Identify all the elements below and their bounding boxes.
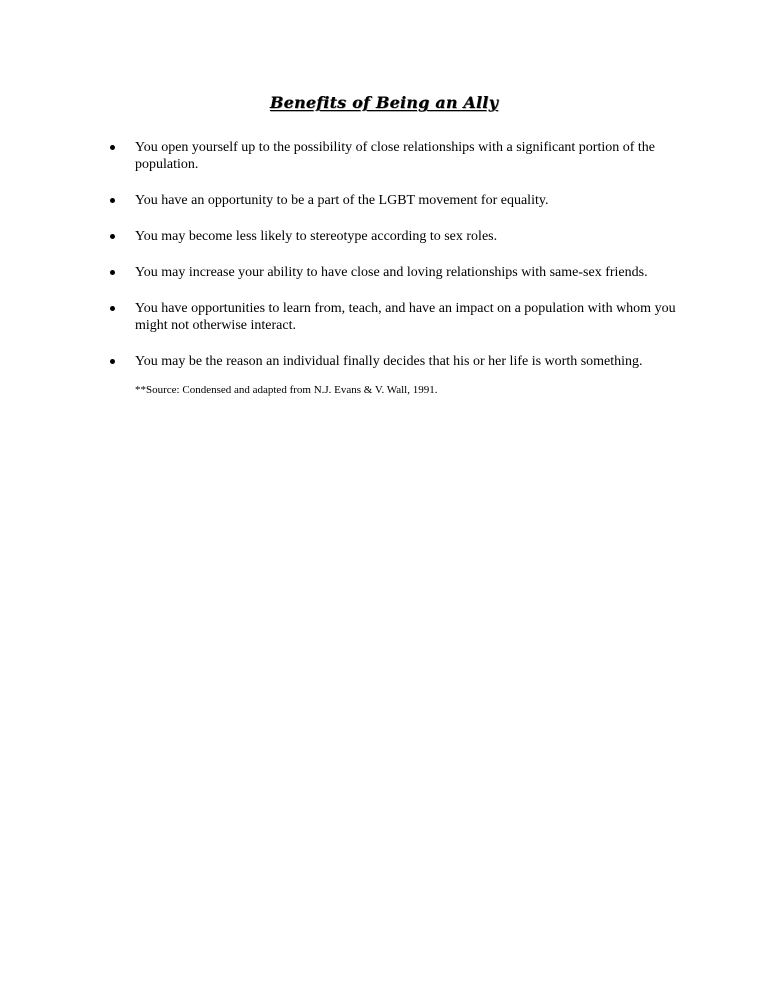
bullet-icon <box>110 234 115 239</box>
list-item <box>108 264 678 281</box>
list-item <box>108 139 678 173</box>
list-item-text: You may become less likely to stereotype according to sex roles. <box>135 229 498 244</box>
list-item <box>108 300 678 334</box>
bullet-icon <box>110 270 115 275</box>
bullet-icon <box>110 198 115 203</box>
list-item-text: You may be the reason an individual finally decides that his or her life is worth something. <box>135 354 643 369</box>
list-item-text: You have opportunities to learn from, teach, and have an impact on a population with whom you might not otherwise interact. <box>135 301 676 333</box>
benefits-list <box>108 139 678 389</box>
list-item <box>108 192 678 209</box>
list-item <box>108 228 678 245</box>
list-item <box>108 353 678 370</box>
page-title: Benefits of Being an Ally <box>269 93 499 112</box>
list-item-text: You open yourself up to the possibility of close relationships with a significant portion of the population. <box>135 140 656 172</box>
bullet-icon <box>110 306 115 311</box>
source-note: **Source: Condensed and adapted from N.J. Evans & V. Wall, 1991. <box>135 384 438 396</box>
list-item-text: You may increase your ability to have close and loving relationships with same-sex friends. <box>135 265 648 280</box>
bullet-icon <box>110 359 115 364</box>
list-item-text: You have an opportunity to be a part of the LGBT movement for equality. <box>135 193 549 208</box>
bullet-icon <box>110 145 115 150</box>
